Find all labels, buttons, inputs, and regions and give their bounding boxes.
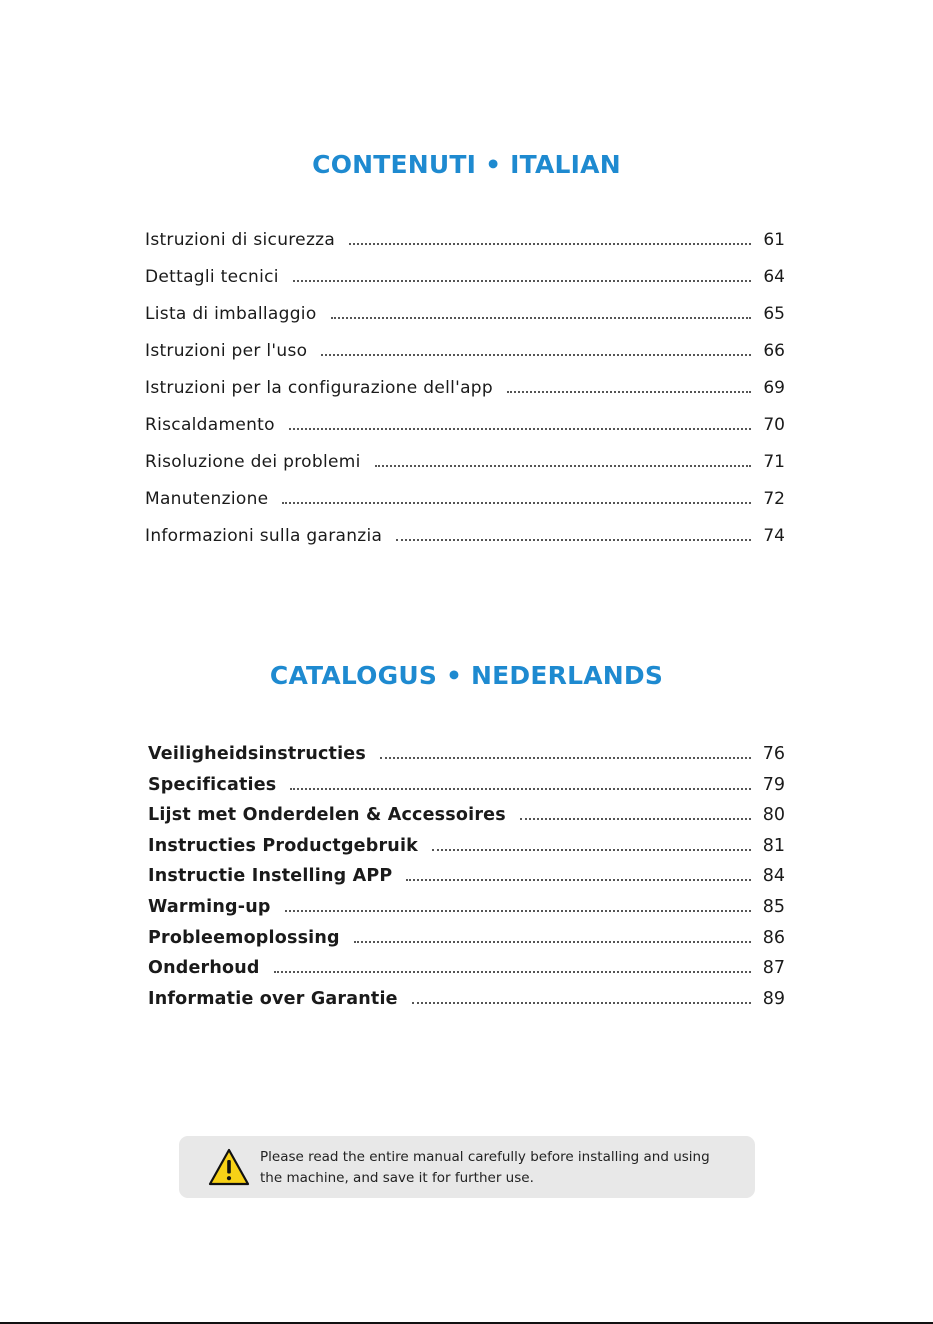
- toc-entry-label: Lista di imballaggio: [145, 304, 317, 324]
- toc-entry-label: Warming-up: [148, 897, 271, 917]
- toc-entry[interactable]: [145, 448, 785, 474]
- dot-leader: [331, 317, 751, 319]
- toc-entry-page: 69: [763, 378, 785, 398]
- toc-entry-page: 64: [763, 267, 785, 287]
- toc-entry[interactable]: [148, 771, 785, 797]
- notice-text: [260, 1147, 740, 1189]
- toc-entry[interactable]: [145, 300, 785, 326]
- toc-entry-page: 70: [763, 415, 785, 435]
- notice-box: [179, 1136, 755, 1198]
- toc-entry-page: 76: [762, 744, 785, 764]
- toc-entry[interactable]: [148, 954, 785, 980]
- toc-entry[interactable]: [148, 924, 785, 950]
- toc-entry-label: Instructie Instelling APP: [148, 866, 393, 886]
- dot-leader: [375, 465, 751, 467]
- dot-leader: [293, 280, 751, 282]
- toc-entry-page: 65: [763, 304, 785, 324]
- toc-entry[interactable]: [148, 985, 785, 1011]
- dot-leader: [274, 971, 751, 973]
- toc-entry-label: Lijst met Onderdelen & Accessoires: [148, 805, 506, 825]
- toc-entry-page: 85: [762, 897, 785, 917]
- toc-entry[interactable]: [145, 337, 785, 363]
- italian-section-title: CONTENUTI • ITALIAN: [312, 150, 621, 179]
- toc-entry-label: Riscaldamento: [145, 415, 275, 435]
- notice-line: the machine, and save it for further use.: [260, 1170, 534, 1186]
- toc-entry-page: 89: [762, 989, 785, 1009]
- toc-entry-page: 79: [762, 775, 785, 795]
- dot-leader: [432, 849, 751, 851]
- dot-leader: [507, 391, 751, 393]
- toc-entry-label: Manutenzione: [145, 489, 269, 509]
- toc-entry-label: Risoluzione dei problemi: [145, 452, 361, 472]
- toc-entry-page: 81: [762, 836, 785, 856]
- dot-leader: [380, 757, 751, 759]
- toc-entry-page: 84: [762, 866, 785, 886]
- toc-entry[interactable]: [145, 485, 785, 511]
- dot-leader: [520, 818, 751, 820]
- toc-entry-label: Dettagli tecnici: [145, 267, 279, 287]
- warning-icon: [208, 1148, 250, 1186]
- toc-entry-label: Veiligheidsinstructies: [148, 744, 366, 764]
- toc-entry[interactable]: [148, 893, 785, 919]
- toc-entry-page: 87: [762, 958, 785, 978]
- dot-leader: [396, 539, 751, 541]
- toc-entry-page: 71: [763, 452, 785, 472]
- toc-entry-label: Istruzioni per la configurazione dell'app: [145, 378, 493, 398]
- toc-entry-label: Instructies Productgebruik: [148, 836, 419, 856]
- dot-leader: [290, 788, 751, 790]
- toc-entry-label: Onderhoud: [148, 958, 260, 978]
- toc-entry[interactable]: [145, 522, 785, 548]
- dot-leader: [321, 354, 751, 356]
- toc-entry[interactable]: [145, 374, 785, 400]
- dot-leader: [406, 879, 751, 881]
- toc-entry-label: Informazioni sulla garanzia: [145, 526, 383, 546]
- dot-leader: [412, 1002, 751, 1004]
- toc-entry[interactable]: [145, 226, 785, 252]
- toc-entry[interactable]: [148, 832, 785, 858]
- toc-entry-page: 61: [763, 230, 785, 250]
- dot-leader: [282, 502, 751, 504]
- toc-entry[interactable]: [148, 801, 785, 827]
- toc-entry[interactable]: [145, 411, 785, 437]
- dot-leader: [349, 243, 751, 245]
- toc-entry[interactable]: [148, 862, 785, 888]
- toc-entry-page: 72: [763, 489, 785, 509]
- toc-entry-label: Probleemoplossing: [148, 928, 340, 948]
- dot-leader: [354, 941, 751, 943]
- toc-entry[interactable]: [145, 263, 785, 289]
- toc-entry-page: 74: [763, 526, 785, 546]
- notice-line: Please read the entire manual carefully before installing and using: [260, 1149, 710, 1165]
- toc-entry-page: 66: [763, 341, 785, 361]
- dot-leader: [285, 910, 751, 912]
- dot-leader: [289, 428, 751, 430]
- toc-entry-label: Istruzioni per l'uso: [145, 341, 308, 361]
- dutch-section-title: CATALOGUS • NEDERLANDS: [269, 661, 664, 690]
- toc-entry-label: Specificaties: [148, 775, 277, 795]
- toc-entry-label: Informatie over Garantie: [148, 989, 398, 1009]
- toc-entry-label: Istruzioni di sicurezza: [145, 230, 336, 250]
- toc-entry[interactable]: [148, 740, 785, 766]
- toc-entry-page: 86: [762, 928, 785, 948]
- toc-entry-page: 80: [762, 805, 785, 825]
